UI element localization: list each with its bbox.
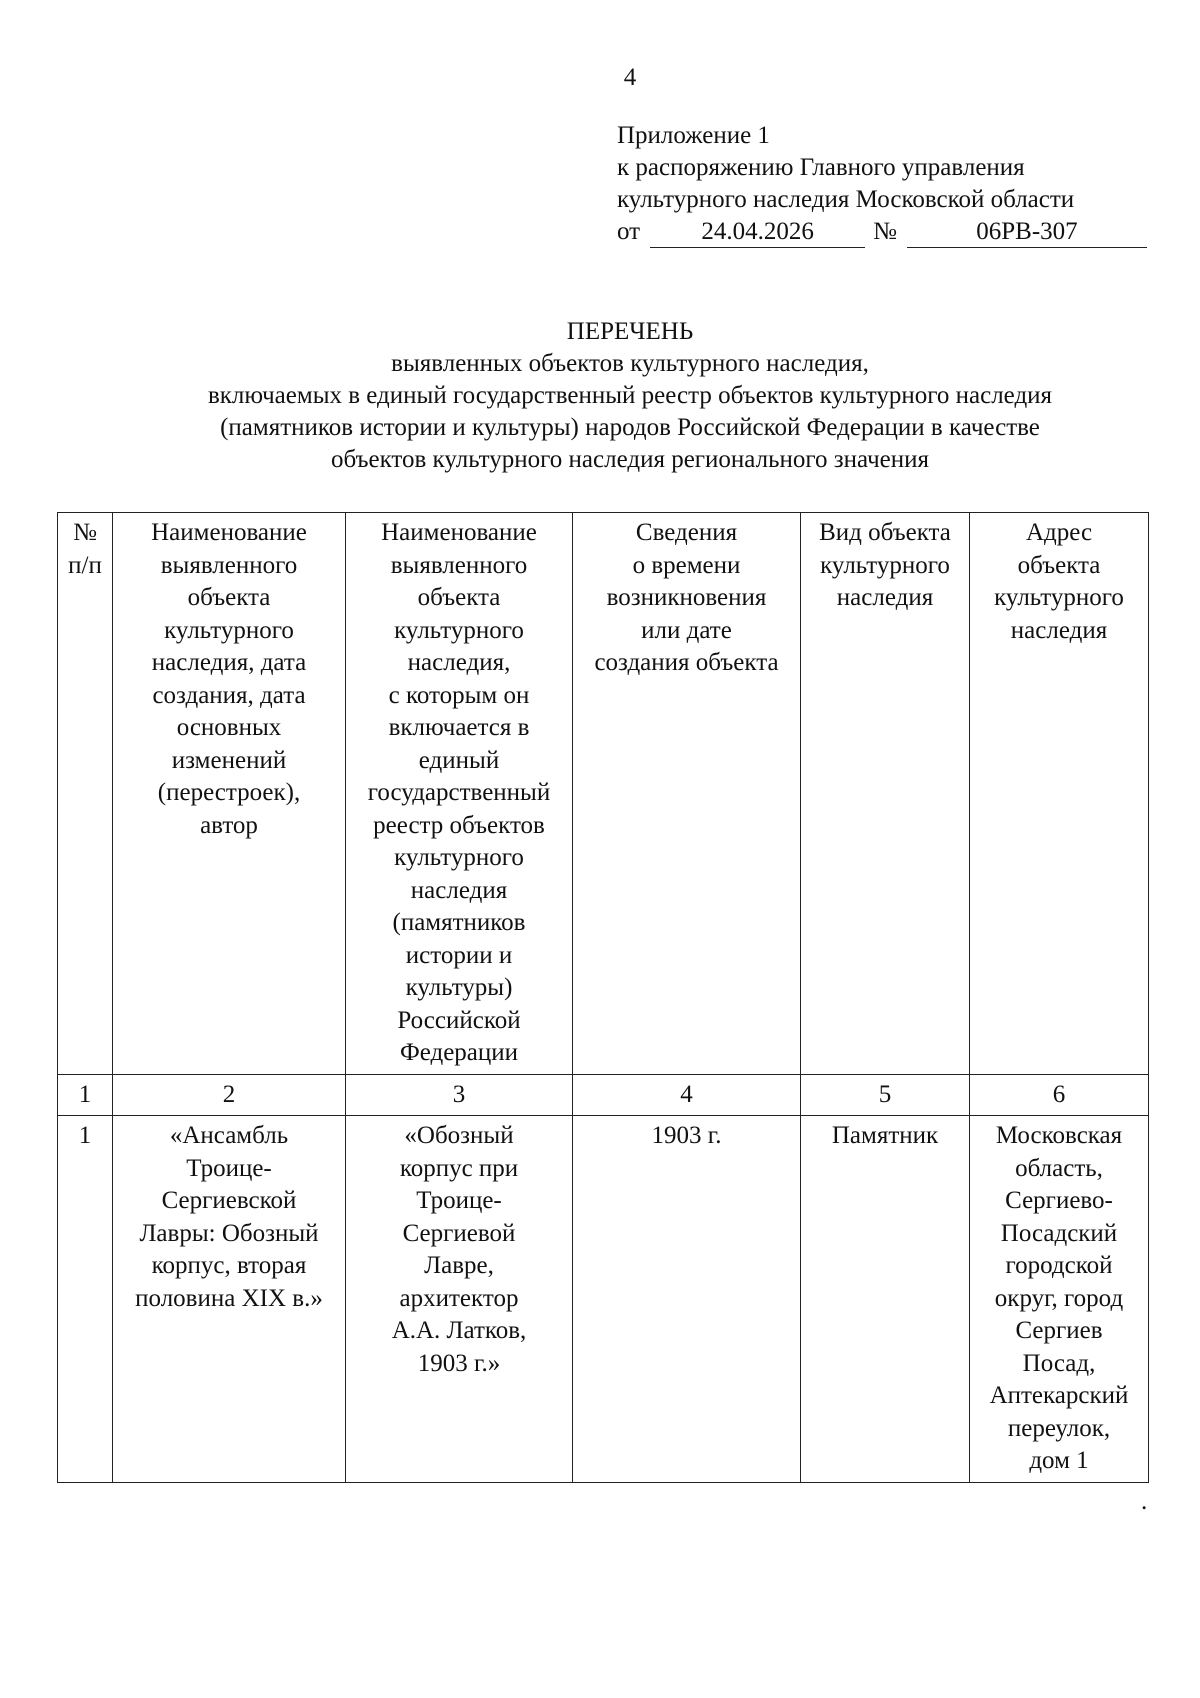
- column-number: 4: [573, 1074, 801, 1116]
- column-number: 1: [58, 1074, 113, 1116]
- cell-creation-date: 1903 г.: [573, 1116, 801, 1483]
- column-number: 2: [113, 1074, 346, 1116]
- annex-reference: к распоряжению Главного управления: [617, 154, 1025, 181]
- header-object-name: Наименование выявленного объекта культурного наследия, дата создания, дата основных изменений (перестроек), автор: [113, 513, 346, 1075]
- annex-block: [617, 120, 1177, 248]
- title-block: [60, 316, 1200, 476]
- header-object-type: Вид объекта культурного наследия: [801, 513, 970, 1075]
- annex-date-row: [617, 216, 1177, 248]
- column-number: 6: [970, 1074, 1149, 1116]
- annex-title: Приложение 1: [617, 122, 770, 149]
- title-line-4: объектов культурного наследия регионального значения: [330, 446, 930, 473]
- cell-register-name: «Обозный корпус при Троице- Сергиевой Лавре, архитектор А.А. Латков, 1903 г.»: [346, 1116, 573, 1483]
- cell-object-name: «Ансамбль Троице- Сергиевской Лавры: Обозный корпус, вторая половина XIX в.»: [113, 1116, 346, 1483]
- header-register-name: Наименование выявленного объекта культурного наследия, с которым он включается в единый государственный реестр объектов культурного наследия (памятников истории и культуры) Российской Федерации: [346, 513, 573, 1075]
- cell-address: Московская область, Сергиево- Посадский городской округ, город Сергиев Посад, Аптекарский переулок, дом 1: [970, 1116, 1149, 1483]
- page-number: 4: [623, 64, 637, 91]
- number-sign: №: [873, 218, 897, 245]
- header-creation-date: Сведения о времени возникновения или дате создания объекта: [573, 513, 801, 1075]
- trailing-mark: .: [1141, 1488, 1148, 1515]
- title-line-3: (памятников истории и культуры) народов Российской Федерации в качестве: [220, 414, 1040, 441]
- header-row-number: № п/п: [58, 513, 113, 1075]
- cell-object-type: Памятник: [801, 1116, 970, 1483]
- title-line-1: выявленных объектов культурного наследия,: [391, 350, 869, 377]
- table-row: [58, 1116, 1149, 1483]
- column-number-row: [58, 1074, 1149, 1116]
- table-header-row: [58, 513, 1149, 1075]
- annex-authority: культурного наследия Московской области: [617, 186, 1075, 213]
- title-line-2: включаемых в единый государственный реестр объектов культурного наследия: [207, 382, 1053, 409]
- heritage-objects-table: [57, 512, 1149, 1483]
- column-number: 5: [801, 1074, 970, 1116]
- date-field: 24.04.2026: [650, 219, 865, 248]
- column-number: 3: [346, 1074, 573, 1116]
- header-address: Адрес объекта культурного наследия: [970, 513, 1149, 1075]
- number-field: 06РВ-307: [907, 219, 1147, 248]
- document-heading: ПЕРЕЧЕНЬ: [566, 318, 694, 345]
- date-prefix: от: [617, 218, 641, 245]
- cell-row-number: 1: [58, 1116, 113, 1483]
